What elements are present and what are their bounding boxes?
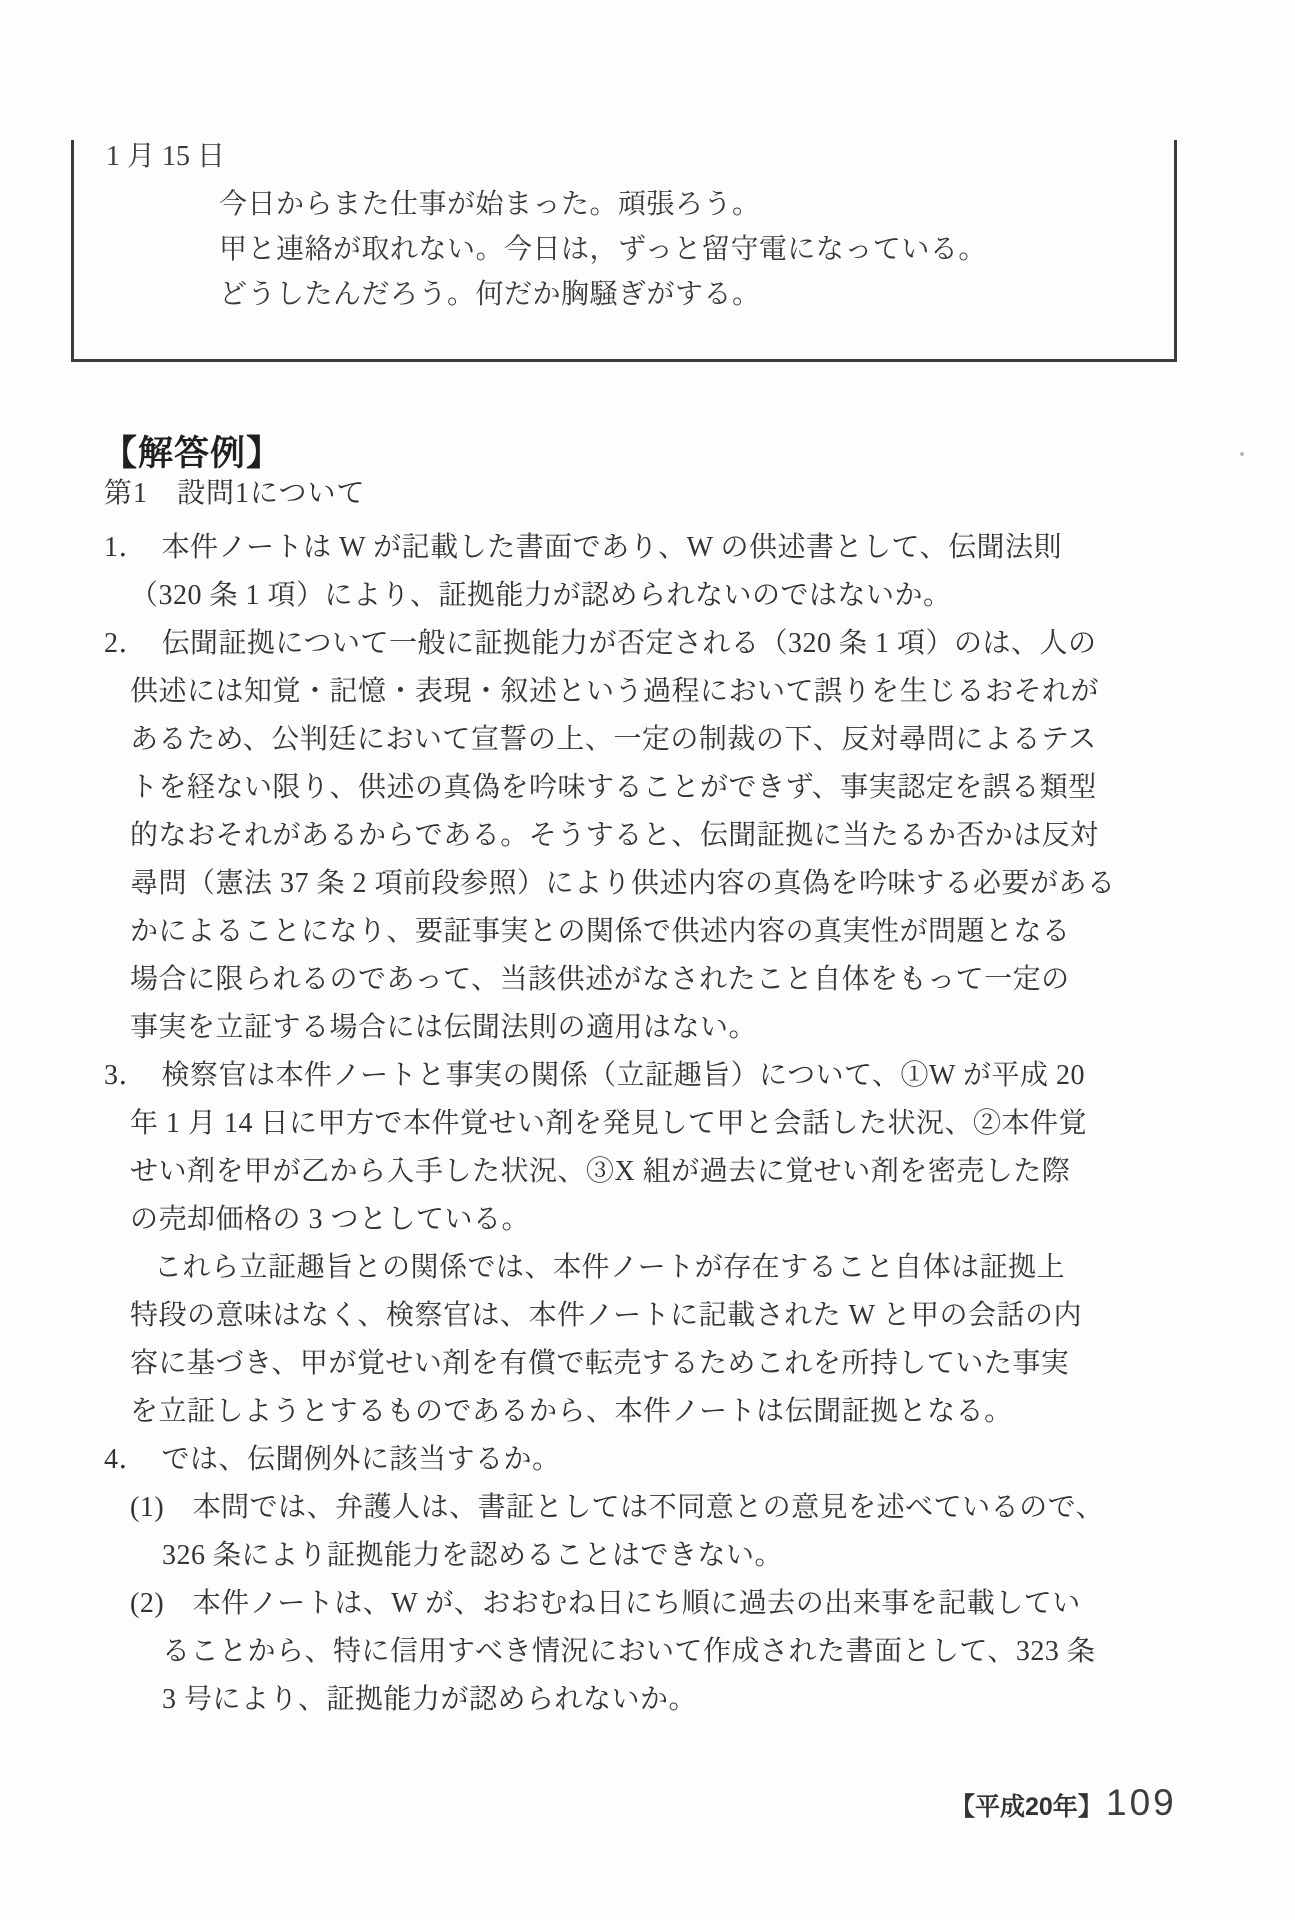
body-line: 4． では、伝聞例外に該当するか。 — [104, 1444, 561, 1475]
body-line: ることから、特に信用すべき情況において作成された書面として、323 条 — [162, 1636, 1096, 1667]
body-line: の売却価格の 3 つとしている。 — [130, 1204, 531, 1235]
body-line: 容に基づき、甲が覚せい剤を有償で転売するためこれを所持していた事実 — [130, 1348, 1070, 1379]
body-line: 年 1 月 14 日に甲方で本件覚せい剤を発見して甲と会話した状況、②本件覚 — [130, 1108, 1088, 1139]
body-line: 供述には知覚・記憶・表現・叙述という過程において誤りを生じるおそれが — [130, 676, 1100, 707]
body-line: 特段の意味はなく、検察官は、本件ノートに記載された W と甲の会話の内 — [130, 1300, 1083, 1331]
body-line: 326 条により証拠能力を認めることはできない。 — [162, 1540, 784, 1571]
section-title: 第1 設問1について — [104, 478, 366, 509]
body-line: 3． 検察官は本件ノートと事実の関係（立証趣旨）について、①W が平成 20 — [104, 1060, 1085, 1091]
body-line: (1) 本問では、弁護人は、書証としては不同意との意見を述べているので、 — [130, 1492, 1105, 1523]
body-line: トを経ない限り、供述の真偽を吟味することができず、事実認定を誤る類型 — [130, 772, 1097, 803]
print-artifact-dot — [1240, 452, 1244, 456]
body-line: これら立証趣旨との関係では、本件ノートが存在すること自体は証拠上 — [154, 1252, 1066, 1283]
body-line: (2) 本件ノートは、W が、おおむね日にち順に過去の出来事を記載してい — [130, 1588, 1081, 1619]
body-line: 的なおそれがあるからである。そうすると、伝聞証拠に当たるか否かは反対 — [130, 820, 1099, 851]
body-line: 尋問（憲法 37 条 2 項前段参照）により供述内容の真偽を吟味する必要がある — [130, 868, 1116, 899]
answer-body — [104, 524, 1184, 1724]
body-line: せい剤を甲が乙から入手した状況、③X 組が過去に覚せい剤を密売した際 — [130, 1156, 1071, 1187]
diary-entry-line: 今日からまた仕事が始まった。頑張ろう。 — [219, 189, 761, 220]
diary-entries — [219, 182, 987, 317]
body-line: （320 条 1 項）により、証拠能力が認められないのではないか。 — [130, 580, 952, 611]
diary-quote-box — [71, 140, 1177, 362]
body-line: 事実を立証する場合には伝聞法則の適用はない。 — [130, 1012, 758, 1043]
body-line: 2． 伝聞証拠について一般に証拠能力が否定される（320 条 1 項）のは、人の — [104, 628, 1097, 659]
body-line: あるため、公判廷において宣誓の上、一定の制裁の下、反対尋問によるテス — [130, 724, 1097, 755]
diary-date: 1 月 15 日 — [106, 141, 226, 172]
footer-page-number: 109 — [1106, 1782, 1177, 1823]
body-line: 場合に限られるのであって、当該供述がなされたこと自体をもって一定の — [130, 964, 1070, 995]
body-line: かによることになり、要証事実との関係で供述内容の真実性が問題となる — [130, 916, 1071, 947]
footer-year-label: 【平成20年】 — [950, 1793, 1103, 1821]
diary-entry-line: 甲と連絡が取れない。今日は，ずっと留守電になっている。 — [219, 234, 987, 265]
body-line: を立証しようとするものであるから、本件ノートは伝聞証拠となる。 — [130, 1396, 1013, 1427]
body-line: 3 号により、証拠能力が認められないか。 — [162, 1684, 698, 1715]
body-line: 1． 本件ノートは W が記載した書面であり、W の供述書として、伝聞法則 — [104, 532, 1062, 563]
answer-example-heading: 【解答例】 — [102, 434, 283, 473]
diary-entry-line: どうしたんだろう。何だか胸騒ぎがする。 — [219, 279, 761, 310]
